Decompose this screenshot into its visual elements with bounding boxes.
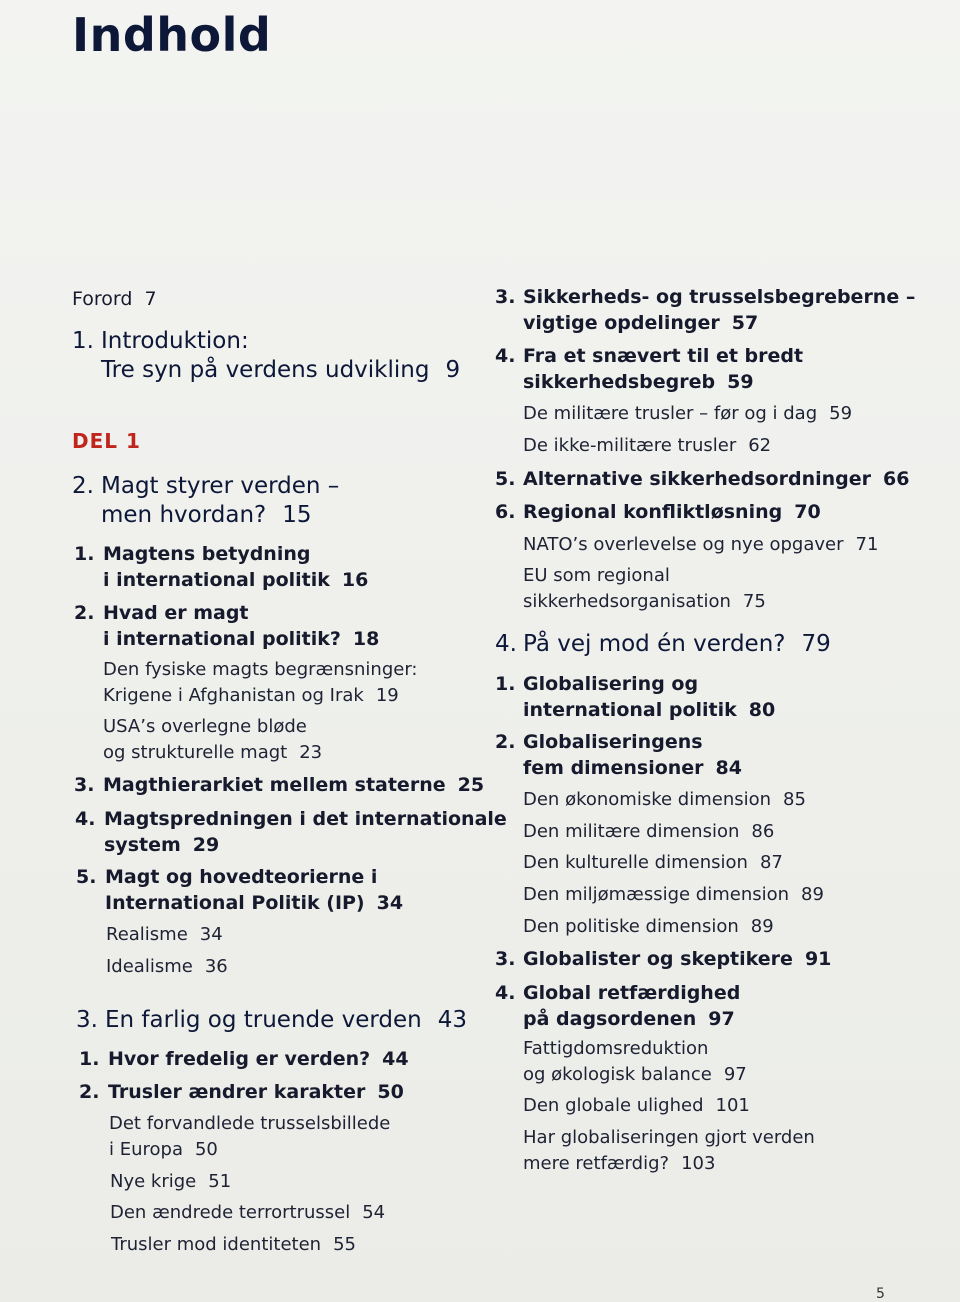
entry-page-number: 62 xyxy=(748,435,772,456)
entry-number: 3. xyxy=(495,286,516,308)
entry-title-line: og strukturelle magt xyxy=(103,742,288,763)
entry-number: 2. xyxy=(74,602,95,624)
entry-title-line: sikkerhedsbegreb xyxy=(523,371,716,393)
entry-page-number: 54 xyxy=(362,1202,386,1223)
entry-page-number: 59 xyxy=(727,371,754,393)
entry-number: 3. xyxy=(74,774,95,796)
entry-page-number: 55 xyxy=(333,1234,356,1255)
entry-title-line: EU som regional xyxy=(523,565,670,586)
entry-number: 4. xyxy=(495,345,516,367)
entry-number: 6. xyxy=(495,501,516,523)
entry-title-line: NATO’s overlevelse og nye opgaver xyxy=(523,534,844,555)
entry-title-line: En farlig og truende verden xyxy=(105,1007,422,1033)
entry-title-line: Globaliseringens xyxy=(523,731,703,753)
entry-page-number: 34 xyxy=(199,924,223,945)
entry-page-number: 66 xyxy=(883,468,910,490)
entry-page-number: 87 xyxy=(759,852,783,873)
entry-title-line: Den kulturelle dimension xyxy=(523,852,748,873)
entry-number: 5. xyxy=(495,468,516,490)
entry-title-line: DEL 1 xyxy=(72,429,141,453)
entry-title-line: Alternative sikkerhedsordninger xyxy=(523,468,871,490)
entry-page-number: 23 xyxy=(299,742,323,763)
entry-page-number: 71 xyxy=(855,534,879,555)
entry-page-number: 51 xyxy=(208,1171,232,1192)
entry-title-line: men hvordan? xyxy=(101,502,267,528)
entry-number: 4. xyxy=(75,808,96,830)
entry-page-number: 50 xyxy=(377,1081,404,1103)
entry-title-line: Magt styrer verden – xyxy=(101,473,340,499)
entry-title-line: Idealisme xyxy=(106,956,193,977)
entry-page-number: 15 xyxy=(282,502,312,528)
entry-page-number: 79 xyxy=(801,631,831,657)
entry-page-number: 29 xyxy=(192,834,220,856)
entry-title-line: Den militære dimension xyxy=(523,821,740,842)
entry-page-number: 36 xyxy=(204,956,228,977)
entry-title-line: USA’s overlegne bløde xyxy=(103,716,307,737)
entry-title-line: på dagsordenen xyxy=(523,1008,697,1030)
entry-number: 2. xyxy=(79,1081,100,1103)
entry-page-number: 89 xyxy=(801,884,824,905)
entry-number: 4. xyxy=(495,982,516,1004)
entry-number: 1. xyxy=(79,1048,100,1070)
entry-title-line: Det forvandlede trusselsbillede xyxy=(109,1113,391,1134)
entry-title-line: Har globaliseringen gjort verden xyxy=(523,1127,815,1148)
entry-page-number: 70 xyxy=(794,501,821,523)
entry-title-line: Fattigdomsreduktion xyxy=(523,1038,709,1059)
entry-title-line: På vej mod én verden? xyxy=(523,631,786,657)
entry-page-number: 89 xyxy=(750,916,774,937)
entry-page-number: 16 xyxy=(341,569,369,591)
entry-page-number: 9 xyxy=(445,357,461,383)
entry-page-number: 86 xyxy=(751,821,775,842)
entry-title-line: sikkerhedsorganisation xyxy=(523,591,731,612)
entry-title-line: Sikkerheds- og trusselsbegreberne – xyxy=(523,286,916,308)
entry-title-line: Realisme xyxy=(106,924,188,945)
entry-title-line: Nye krige xyxy=(110,1171,197,1192)
entry-title-line: De ikke-militære trusler xyxy=(523,435,737,456)
entry-title-line: Tre syn på verdens udvikling xyxy=(101,357,430,383)
entry-page-number: 7 xyxy=(144,288,157,310)
entry-title-line: Magt og hovedteorierne i xyxy=(105,866,378,888)
entry-page-number: 75 xyxy=(742,591,766,612)
entry-title-line: Den ændrede terrortrussel xyxy=(110,1202,351,1223)
entry-page-number: 18 xyxy=(352,628,380,650)
entry-number: 3. xyxy=(495,948,516,970)
entry-number: 1. xyxy=(74,543,95,565)
entry-title-line: i international politik xyxy=(103,569,330,591)
entry-title-line: system xyxy=(104,834,181,856)
entry-title-line: mere retfærdig? xyxy=(523,1153,670,1174)
entry-number: 2. xyxy=(72,473,94,499)
entry-page-number: 25 xyxy=(457,774,485,796)
entry-page-number: 57 xyxy=(731,312,759,334)
entry-page-number: 19 xyxy=(375,685,399,706)
entry-title-line: vigtige opdelinger xyxy=(523,312,720,334)
entry-title-line: international politik xyxy=(523,699,737,721)
entry-title-line: Trusler ændrer karakter xyxy=(108,1081,366,1103)
entry-page-number: 101 xyxy=(715,1095,750,1116)
entry-page-number: 50 xyxy=(194,1139,218,1160)
entry-number: 2. xyxy=(495,731,516,753)
entry-title-line: Krigene i Afghanistan og Irak xyxy=(103,685,364,706)
entry-page-number: 97 xyxy=(708,1008,735,1030)
entry-number: 4. xyxy=(495,631,517,657)
entry-page-number: 103 xyxy=(681,1153,716,1174)
entry-title-line: Trusler mod identiteten xyxy=(111,1234,322,1255)
entry-page-number: 84 xyxy=(715,757,742,779)
entry-title-line: Den økonomiske dimension xyxy=(523,789,772,810)
entry-page-number: 97 xyxy=(723,1064,747,1085)
entry-page-number: 91 xyxy=(804,948,832,970)
entry-title-line: Hvor fredelig er verden? xyxy=(108,1048,371,1070)
entry-page-number: 80 xyxy=(748,699,776,721)
page-number: 5 xyxy=(876,1286,885,1302)
entry-title-line: Den fysiske magts begrænsninger: xyxy=(103,659,418,680)
entry-page-number: 34 xyxy=(376,892,404,914)
entry-title-line: Hvad er magt xyxy=(103,602,249,624)
entry-title-line: Fra et snævert til et bredt xyxy=(523,345,804,367)
entry-title-line: Magthierarkiet mellem staterne xyxy=(103,774,446,796)
entry-title-line: i Europa xyxy=(109,1139,183,1160)
entry-page-number: 44 xyxy=(382,1048,409,1070)
entry-number: 1. xyxy=(495,673,516,695)
entry-title-line: i international politik? xyxy=(103,628,341,650)
entry-title-line: Forord xyxy=(72,288,133,310)
entry-title-line: Den miljømæssige dimension xyxy=(523,884,790,905)
entry-title-line: Magtens betydning xyxy=(103,543,311,565)
entry-title-line: Introduktion: xyxy=(101,328,249,354)
page-title: Indhold xyxy=(72,8,272,62)
entry-page-number: 59 xyxy=(829,403,853,424)
entry-title-line: Globalister og skeptikere xyxy=(523,948,793,970)
entry-number: 3. xyxy=(76,1007,98,1033)
entry-page-number: 43 xyxy=(437,1007,468,1033)
entry-title-line: Regional konfliktløsning xyxy=(523,501,783,523)
entry-title-line: og økologisk balance xyxy=(523,1064,712,1085)
entry-number: 5. xyxy=(76,866,97,888)
entry-number: 1. xyxy=(72,328,94,354)
entry-title-line: International Politik (IP) xyxy=(105,892,365,914)
entry-title-line: Global retfærdighed xyxy=(523,982,741,1004)
entry-title-line: De militære trusler – før og i dag xyxy=(523,403,818,424)
entry-title-line: fem dimensioner xyxy=(523,757,704,779)
entry-title-line: Globalisering og xyxy=(523,673,699,695)
entry-title-line: Den politiske dimension xyxy=(523,916,739,937)
entry-title-line: Den globale ulighed xyxy=(523,1095,704,1116)
entry-page-number: 85 xyxy=(783,789,806,810)
entry-title-line: Magtspredningen i det internationale xyxy=(104,808,507,830)
